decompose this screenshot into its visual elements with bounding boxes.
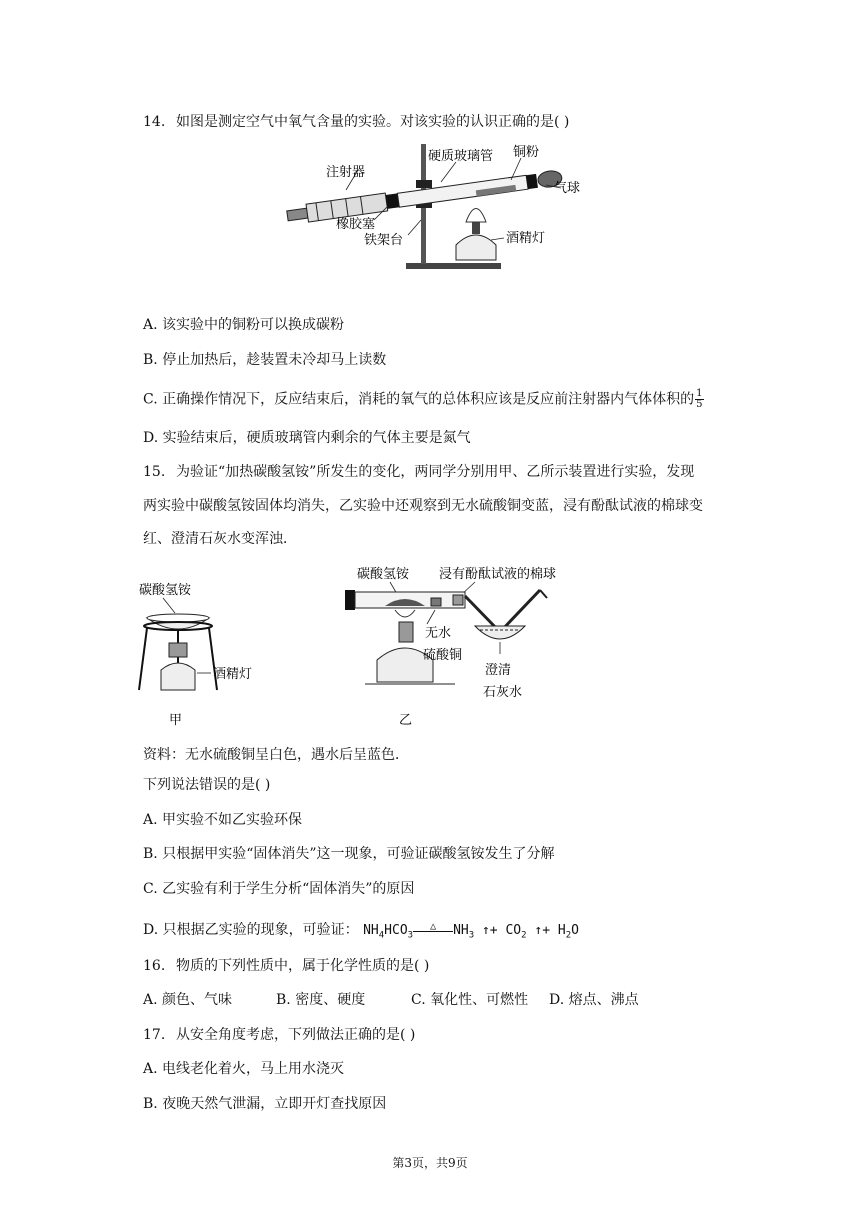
q14-option-b[interactable]: B. 停止加热后，趁装置未冷却马上读数 <box>143 352 387 368</box>
q15-option-a[interactable]: A. 甲实验不如乙实验环保 <box>143 812 303 828</box>
q15-figure-jia <box>133 578 283 728</box>
q16-option-a[interactable]: A. 颜色、气味 <box>143 992 233 1008</box>
q15-stem-line-3: 红、澄清石灰水变浑浊． <box>143 531 297 547</box>
q17-number: 17. <box>143 1027 166 1043</box>
label-yi: 乙 <box>399 713 413 728</box>
q14-option-a[interactable]: A. 该实验中的铜粉可以换成碳粉 <box>143 317 345 333</box>
q16-options <box>143 990 639 1010</box>
label-limewater-2: 石灰水 <box>483 685 523 700</box>
fraction-numerator: 1 <box>696 388 703 399</box>
q15-option-b[interactable]: B. 只根据甲实验“固体消失”这一现象，可验证碳酸氢铵发生了分解 <box>143 846 555 862</box>
q15-stem-text-1: 为验证“加热碳酸氢铵”所发生的变化，两同学分别用甲、乙所示装置进行实验，发现 <box>176 464 695 480</box>
label-anhydrous-1: 无水 <box>425 626 452 641</box>
label-jia: 甲 <box>169 713 183 728</box>
q16-option-d[interactable]: D. 熔点、沸点 <box>549 992 639 1008</box>
q14-stem-text: 如图是测定空气中氧气含量的实验。对该实验的认识正确的是( ) <box>176 114 570 130</box>
label-stand: 铁架台 <box>364 233 404 248</box>
label-lamp-jia: 酒精灯 <box>213 667 253 682</box>
q15-figure-yi <box>335 562 595 732</box>
label-balloon: 气球 <box>554 181 581 196</box>
label-limewater-1: 澄清 <box>485 663 512 678</box>
label-nh4hco3-right: 碳酸氢铵 <box>357 567 410 582</box>
label-cotton: 浸有酚酞试液的棉球 <box>439 567 557 582</box>
fraction-denominator: 5 <box>696 399 703 410</box>
q17-option-b[interactable]: B. 夜晚天然气泄漏，立即开灯查找原因 <box>143 1096 387 1112</box>
q16-stem <box>143 956 429 976</box>
q14-option-c[interactable] <box>143 389 704 410</box>
q14-apparatus-figure <box>276 140 596 275</box>
q15-stem-line-1 <box>143 462 694 482</box>
q17-stem <box>143 1025 415 1045</box>
heat-symbol: △ <box>430 921 437 932</box>
fraction <box>695 389 703 410</box>
q15-stem-line-2: 两实验中碳酸氢铵固体均消失，乙实验中还观察到无水硫酸铜变蓝，浸有酚酞试液的棉球变 <box>143 498 703 514</box>
q14-option-c-text: C. 正确操作情况下，反应结束后，消耗的氧气的总体积应该是反应前注射器内气体体积的 <box>143 391 695 408</box>
q15-option-d-text: D. 只根据乙实验的现象，可验证： <box>143 922 359 938</box>
label-glass-tube: 硬质玻璃管 <box>428 149 494 164</box>
page-footer: 第3页，共9页 <box>392 1156 468 1170</box>
q15-question: 下列说法错误的是( ) <box>143 777 271 793</box>
q14-option-d[interactable]: D. 实验结束后，硬质玻璃管内剩余的气体主要是氮气 <box>143 430 471 446</box>
q16-number: 16. <box>143 958 166 974</box>
label-syringe: 注射器 <box>326 165 366 180</box>
label-lamp: 酒精灯 <box>506 231 546 246</box>
q17-option-a[interactable]: A. 电线老化着火，马上用水浇灭 <box>143 1061 345 1077</box>
q15-option-d[interactable] <box>143 920 579 946</box>
q16-stem-text: 物质的下列性质中，属于化学性质的是( ) <box>176 958 430 974</box>
q16-option-c[interactable]: C. 氧化性、可燃性 <box>411 992 529 1008</box>
reaction-arrow <box>413 921 453 932</box>
label-stopper: 橡胶塞 <box>336 217 376 232</box>
label-copper: 铜粉 <box>513 145 540 160</box>
label-nh4hco3-left: 碳酸氢铵 <box>139 583 192 598</box>
q15-info: 资料：无水硫酸铜呈白色，遇水后呈蓝色． <box>143 747 409 763</box>
q15-number: 15. <box>143 464 166 480</box>
q15-option-c[interactable]: C. 乙实验有利于学生分析“固体消失”的原因 <box>143 881 415 897</box>
q14-stem <box>143 112 569 132</box>
chemical-equation: $NH_4HCO_3$ △ $NH_3$ ↑+ $CO_2$ ↑+ $H_2O$ <box>363 923 579 938</box>
q14-number: 14. <box>143 114 166 130</box>
q16-option-b[interactable]: B. 密度、硬度 <box>276 992 366 1008</box>
label-anhydrous-2: 硫酸铜 <box>423 648 463 663</box>
q17-stem-text: 从安全角度考虑，下列做法正确的是( ) <box>176 1027 416 1043</box>
